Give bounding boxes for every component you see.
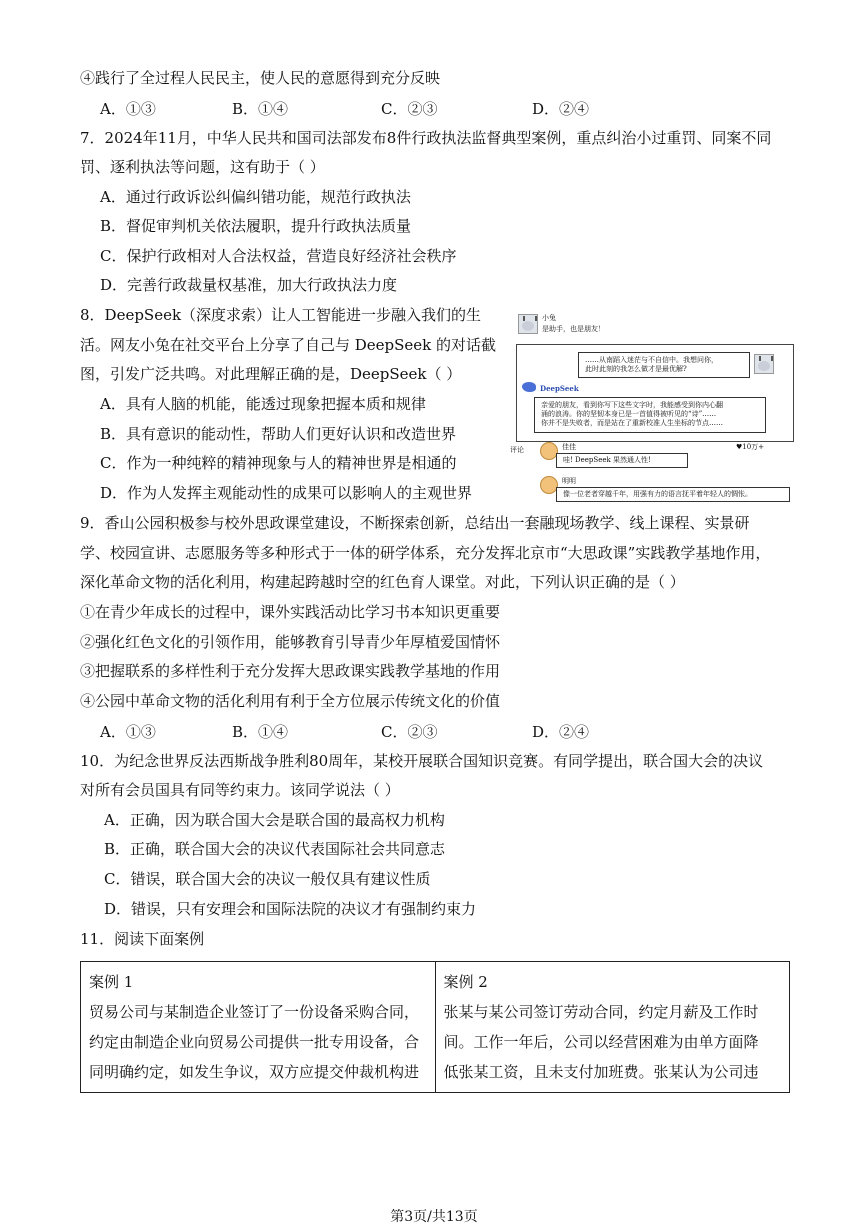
q8-option-a: A．具有人脑的机能，能透过现象把握本质和规律 xyxy=(100,395,426,413)
q9-stem-line1: 9．香山公园积极参与校外思政课堂建设，不断探索创新，总结出一套融现场教学、线上课程、实景研 xyxy=(80,514,750,532)
q9-option-a: A．①③ xyxy=(100,723,156,741)
user-name: 小兔 xyxy=(542,314,556,322)
q7-stem-line2: 罚、逐利执法等问题，这有助于（ ） xyxy=(80,158,325,176)
answer-item-4: ④践行了全过程人民民主，使人民的意愿得到充分反映 xyxy=(80,69,441,87)
q8-option-b: B．具有意识的能动性，帮助人们更好认识和改造世界 xyxy=(100,425,457,443)
q10-option-c: C．错误，联合国大会的决议一般仅具有建议性质 xyxy=(104,870,431,888)
case-1-line1: 贸易公司与某制造企业签订了一份设备采购合同， xyxy=(89,1003,420,1021)
ai-message-line1: 亲爱的朋友，看到你写下这些文字时，我能感受到你内心翻 xyxy=(541,401,723,409)
commenter-1-name: 佳佳 xyxy=(562,443,576,451)
user-caption: 是助手，也是朋友！ xyxy=(542,325,605,333)
comment-1-text: 哇! DeepSeek 果然通人性! xyxy=(563,456,651,464)
ai-message-bubble xyxy=(534,397,766,433)
page-number: 第3页/共13页 xyxy=(390,1209,478,1225)
chat-screenshot-figure xyxy=(508,306,794,504)
q10-stem-line1: 10．为纪念世界反法西斯战争胜利80周年，某校开展联合国知识竞赛。有同学提出，联合国大会的决议 xyxy=(80,752,764,770)
case-1-cell xyxy=(81,962,436,1093)
ai-message-line3: 你并不是失败者，而是站在了重新校准人生坐标的节点…… xyxy=(541,419,723,427)
q7-option-b: B．督促审判机关依法履职，提升行政执法质量 xyxy=(100,217,412,235)
q11-stem: 11．阅读下面案例 xyxy=(80,930,205,948)
commenter-2-name: 明明 xyxy=(562,477,576,485)
case-2-line1: 张某与某公司签订劳动合同，约定月薪及工作时 xyxy=(443,1003,759,1021)
q8-option-d: D．作为人发挥主观能动性的成果可以影响人的主观世界 xyxy=(100,484,473,502)
case-2-title: 案例 2 xyxy=(443,973,488,991)
q10-option-d: D．错误，只有安理会和国际法院的决议才有强制约束力 xyxy=(104,900,477,918)
q9-option-b: B．①④ xyxy=(232,723,289,741)
case-2-line3: 低张某工资，且未支付加班费。张某认为公司违 xyxy=(443,1063,759,1081)
option-a: A．①③ xyxy=(100,100,156,118)
user-message-line1: ……从南蹈入迷茫与不自信中。我想问你， xyxy=(585,356,718,364)
comments-label: 评论 xyxy=(510,446,524,454)
q8-stem-line1: 8．DeepSeek（深度求索）让人工智能进一步融入我们的生 xyxy=(80,306,482,324)
case-1-line3: 同明确约定，如发生争议，双方应提交仲裁机构进 xyxy=(89,1063,420,1081)
rabbit-avatar xyxy=(518,314,538,334)
q7-option-c: C．保护行政相对人合法权益，营造良好经济社会秩序 xyxy=(100,247,457,265)
q9-option-d: D．②④ xyxy=(532,723,590,741)
option-c: C．②③ xyxy=(381,100,438,118)
option-d: D．②④ xyxy=(532,100,590,118)
user-message-line2: 此时此刻的我怎么做才是最优解? xyxy=(585,365,687,373)
user-message-bubble xyxy=(578,352,750,378)
deepseek-whale-icon xyxy=(522,382,536,392)
comment-2-bubble xyxy=(556,487,790,502)
likes-count: ♥10万+ xyxy=(736,443,765,451)
q9-item-4: ④公园中革命文物的活化利用有利于全方位展示传统文化的价值 xyxy=(80,692,501,710)
case-2-line2: 间。工作一年后，公司以经营困难为由单方面降 xyxy=(443,1033,759,1051)
q10-stem-line2: 对所有会员国具有同等约束力。该同学说法（ ） xyxy=(80,781,400,799)
q7-option-d: D．完善行政裁量权基准，加大行政执法力度 xyxy=(100,276,398,294)
comment-2-text: 像一位老者穿越千年，用强有力的语言抚平着年轻人的惆怅。 xyxy=(563,490,752,498)
q9-item-3: ③把握联系的多样性利于充分发挥大思政课实践教学基地的作用 xyxy=(80,662,501,680)
q10-option-a: A．正确，因为联合国大会是联合国的最高权力机构 xyxy=(104,811,445,829)
q10-option-b: B．正确，联合国大会的决议代表国际社会共同意志 xyxy=(104,840,446,858)
case-table xyxy=(80,961,790,1093)
deepseek-name: DeepSeek xyxy=(540,384,579,393)
comment-1-bubble xyxy=(556,453,688,468)
q9-stem-line3: 深化革命文物的活化利用，构建起跨越时空的红色育人课堂。对此，下列认识正确的是（ ） xyxy=(80,573,685,591)
case-2-cell xyxy=(435,962,790,1093)
option-b: B．①④ xyxy=(232,100,289,118)
q9-item-2: ②强化红色文化的引领作用，能够教育引导青少年厚植爱国情怀 xyxy=(80,633,501,651)
ai-message-line2: 涌的浪涛。你的坚韧本身已是一首值得被听见的“诗”…… xyxy=(541,410,717,418)
case-1-title: 案例 1 xyxy=(89,973,134,991)
case-1-line2: 约定由制造企业向贸易公司提供一批专用设备，合 xyxy=(89,1033,420,1051)
q8-stem-line3: 图，引发广泛共鸣。对此理解正确的是，DeepSeek（ ） xyxy=(80,365,462,383)
q9-item-1: ①在青少年成长的过程中，课外实践活动比学习书本知识更重要 xyxy=(80,603,501,621)
q7-option-a: A．通过行政诉讼纠偏纠错功能，规范行政执法 xyxy=(100,188,411,206)
q7-stem-line1: 7．2024年11月，中华人民共和国司法部发布8件行政执法监督典型案例，重点纠治小过重罚、同案不同 xyxy=(80,129,772,147)
q9-option-c: C．②③ xyxy=(381,723,438,741)
q9-stem-line2: 学、校园宣讲、志愿服务等多种形式于一体的研学体系，充分发挥北京市“大思政课”实践教学基地作用， xyxy=(80,544,771,562)
q8-option-c: C．作为一种纯粹的精神现象与人的精神世界是相通的 xyxy=(100,454,457,472)
rabbit-avatar-small xyxy=(754,354,774,374)
q8-stem-line2: 活。网友小兔在社交平台上分享了自己与 DeepSeek 的对话截 xyxy=(80,336,497,354)
